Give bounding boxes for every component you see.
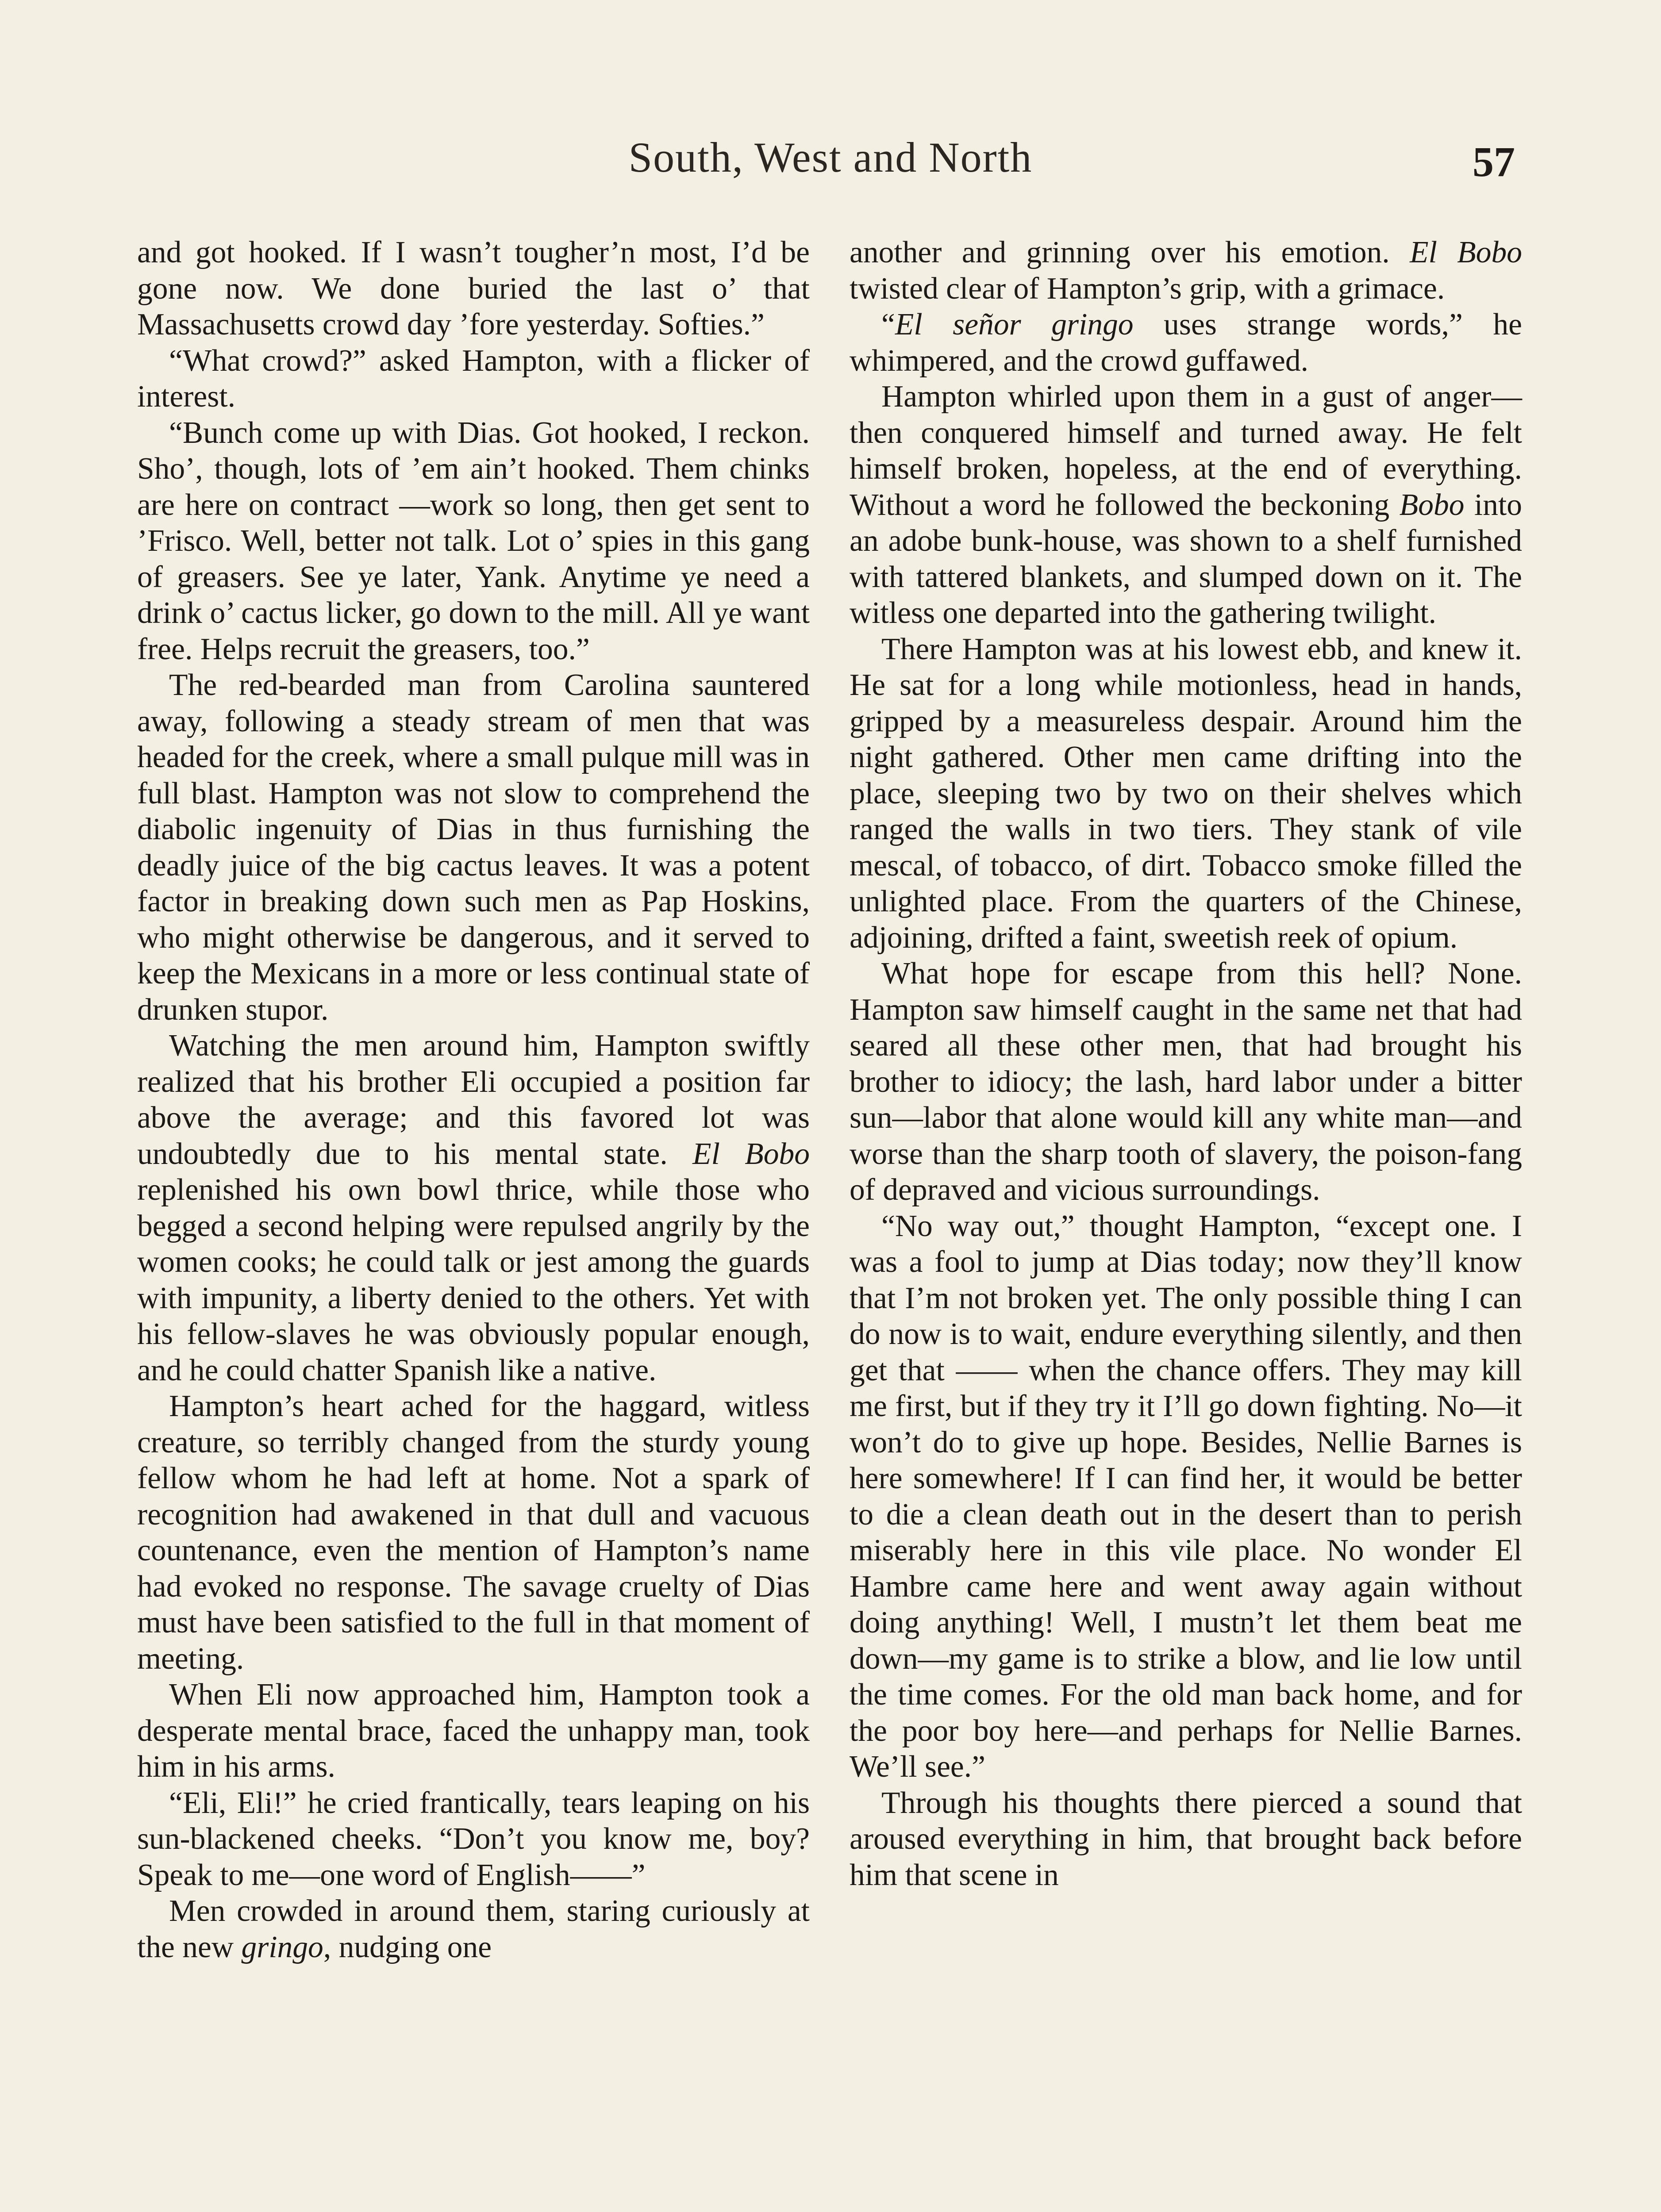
paragraph [137, 1388, 810, 1677]
text-run: and got hooked. If I wasn’t tougher’n most, I’d be gone now. We done buried the last o’ that Massachusetts crowd day ’fore yesterday. Softies.” [137, 235, 810, 342]
page-number: 57 [1473, 138, 1515, 185]
paragraph [137, 1677, 810, 1785]
italic-run: El señor gringo [895, 307, 1134, 342]
text-run: “No way out,” thought Hampton, “except one. I was a fool to jump at Dias today; now they’ll know that I’m not broken yet. The only possible thing I can do now is to wait, endure everything silently, and then get that —— when the chance offers. They may kill me first, but if they try it I’ll go down fighting. No—it won’t do to give up hope. Besides, Nellie Barnes is here somewhere! If I can find her, it would be better to die a clean death out in the desert than to perish miserably here in this vile place. No wonder El Hambre came here and went away again without doing anything! Well, I mustn’t let them beat me down—my game is to strike a blow, and lie low until the time comes. For the old man back home, and for the poor boy here—and perhaps for Nellie Barnes. We’ll see.” [850, 1209, 1522, 1784]
paragraph [850, 631, 1522, 956]
text-column-right [850, 234, 1522, 1893]
text-run: “Bunch come up with Dias. Got hooked, I reckon. Sho’, though, lots of ’em ain’t hooked. Them chinks are here on contract —work so long, then get sent to ’Frisco. Well, better not talk. Lot o’ spies in this gang of greasers. See ye later, Yank. Anytime ye need a drink o’ cactus licker, go down to the mill. All ye want free. Helps recruit the greasers, too.” [137, 415, 810, 666]
text-run: “What crowd?” asked Hampton, with a flicker of interest. [137, 343, 810, 414]
text-run: The red-bearded man from Carolina sauntered away, following a steady stream of men that was headed for the creek, where a small pulque mill was in full blast. Hampton was not slow to comprehend the diabolic ingenuity of Dias in thus furnishing the deadly juice of the big cactus leaves. It was a potent factor in breaking down such men as Pap Hoskins, who might otherwise be dangerous, and it served to keep the Mexicans in a more or less continual state of drunken stupor. [137, 668, 810, 1027]
paragraph [850, 379, 1522, 631]
text-run: Hampton whirled upon them in a gust of anger—then conquered himself and turned away. He felt himself broken, hopeless, at the end of everything. Without a word he followed the beckoning [850, 380, 1522, 522]
italic-run: El Bobo [1410, 235, 1522, 269]
italic-run: El Bobo [692, 1137, 810, 1171]
running-head [0, 133, 1661, 204]
text-run: Watching the men around him, Hampton swiftly realized that his brother Eli occupied a position far above the average; and this favored lot was undoubtedly due to his mental state. [137, 1029, 810, 1171]
text-run: What hope for escape from this hell? None. Hampton saw himself caught in the same net that had seared all these other men, that had brought his brother to idiocy; the lash, hard labor under a bitter sun—labor that alone would kill any white man—and worse than the sharp tooth of slavery, the poison-fang of depraved and vicious surroundings. [850, 956, 1522, 1207]
text-column-left [137, 234, 810, 1965]
text-run: replenished his own bowl thrice, while those who begged a second helping were repulsed angrily by the women cooks; he could talk or jest among the guards with impunity, a liberty denied to the others. Yet with his fellow-slaves he was obviously popular enough, and he could chatter Spanish like a native. [137, 1173, 810, 1387]
paragraph [850, 307, 1522, 379]
text-run: Men crowded in around them, staring curiously at the new [137, 1894, 810, 1964]
text-run: “ [881, 307, 895, 342]
paragraph [850, 1208, 1522, 1785]
text-run: into an adobe bunk-house, was shown to a shelf furnished with tattered blankets, and slumped down on it. The witless one departed into the gathering twilight. [850, 488, 1522, 630]
text-run: uses strange words,” he whimpered, and the crowd guffawed. [850, 307, 1523, 378]
paragraph [850, 1785, 1522, 1893]
paragraph [137, 1785, 810, 1893]
running-title: South, West and North [628, 134, 1033, 181]
text-run: When Eli now approached him, Hampton took a desperate mental brace, faced the unhappy man, took him in his arms. [137, 1678, 810, 1784]
italic-run: Bobo [1399, 488, 1465, 522]
paragraph [850, 956, 1522, 1208]
paragraph [137, 343, 810, 415]
italic-run: gringo [241, 1930, 323, 1964]
text-run: Hampton’s heart ached for the haggard, witless creature, so terribly changed from the sturdy young fellow whom he had left at home. Not a spark of recognition had awakened in that dull and vacuous countenance, even the mention of Hampton’s name had evoked no response. The savage cruelty of Dias must have been satisfied to the full in that moment of meeting. [137, 1389, 810, 1676]
paragraph [137, 1893, 810, 1965]
text-run: “Eli, Eli!” he cried frantically, tears leaping on his sun-blackened cheeks. “Don’t you know me, boy? Speak to me—one word of English——” [137, 1786, 810, 1892]
text-run: There Hampton was at his lowest ebb, and knew it. He sat for a long while motionless, head in hands, gripped by a measureless despair. Around him the night gathered. Other men came drifting into the place, sleeping two by two on their shelves which ranged the walls in two tiers. They stank of vile mescal, of tobacco, of dirt. Tobacco smoke filled the unlighted place. From the quarters of the Chinese, adjoining, drifted a faint, sweetish reek of opium. [850, 632, 1522, 955]
paragraph [850, 234, 1522, 307]
paragraph [137, 1028, 810, 1388]
paragraph [137, 667, 810, 1028]
paragraph [137, 234, 810, 343]
text-run: another and grinning over his emotion. [850, 235, 1410, 269]
text-run: Through his thoughts there pierced a sound that aroused everything in him, that brought back before him that scene in [850, 1786, 1522, 1892]
text-run: twisted clear of Hampton’s grip, with a grimace. [850, 271, 1445, 306]
text-run: , nudging one [323, 1930, 492, 1964]
paragraph [137, 415, 810, 668]
